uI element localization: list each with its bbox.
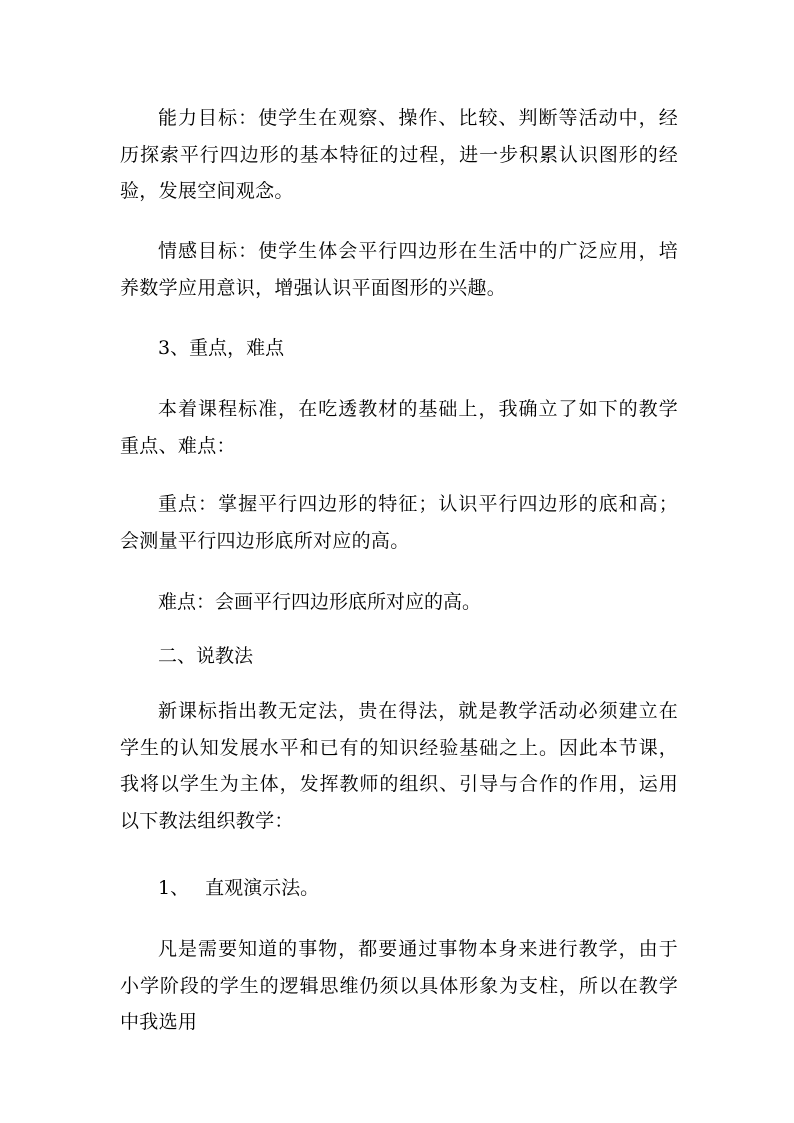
paragraph-demonstration: 凡是需要知道的事物，都要通过事物本身来进行教学，由于小学阶段的学生的逻辑思维仍须以具体形象为支柱，所以在教学中我选用 [120, 938, 678, 1033]
paragraph-new-standard: 新课标指出教无定法，贵在得法，就是教学活动必须建立在学生的认知发展水平和已有的知识经验基础之上。因此本节课，我将以学生为主体，发挥教师的组织、引导与合作的作用，运用以下教法组织教学： [120, 700, 678, 832]
section-heading-teaching-method: 二、说教法 [158, 645, 254, 667]
paragraph-difficulty: 难点：会画平行四边形底所对应的高。 [158, 591, 482, 613]
paragraph-curriculum: 本着课程标准，在吃透教材的基础上，我确立了如下的教学重点、难点： [120, 398, 678, 457]
paragraph-key-point: 重点：掌握平行四边形的特征；认识平行四边形的底和高；会测量平行四边形底所对应的高。 [120, 493, 678, 552]
method-1-title: 直观演示法。 [205, 877, 320, 899]
method-1-heading [158, 870, 319, 907]
paragraph-ability-goal: 能力目标：使学生在观察、操作、比较、判断等活动中，经历探索平行四边形的基本特征的过程，进一步积累认识图形的经验，发展空间观念。 [120, 107, 678, 202]
method-1-number: 1、 [158, 877, 190, 899]
paragraph-emotion-goal: 情感目标：使学生体会平行四边形在生活中的广泛应用，培养数学应用意识，增强认识平面图形的兴趣。 [120, 240, 678, 299]
section-heading-key-points: 3、重点，难点 [158, 337, 285, 359]
